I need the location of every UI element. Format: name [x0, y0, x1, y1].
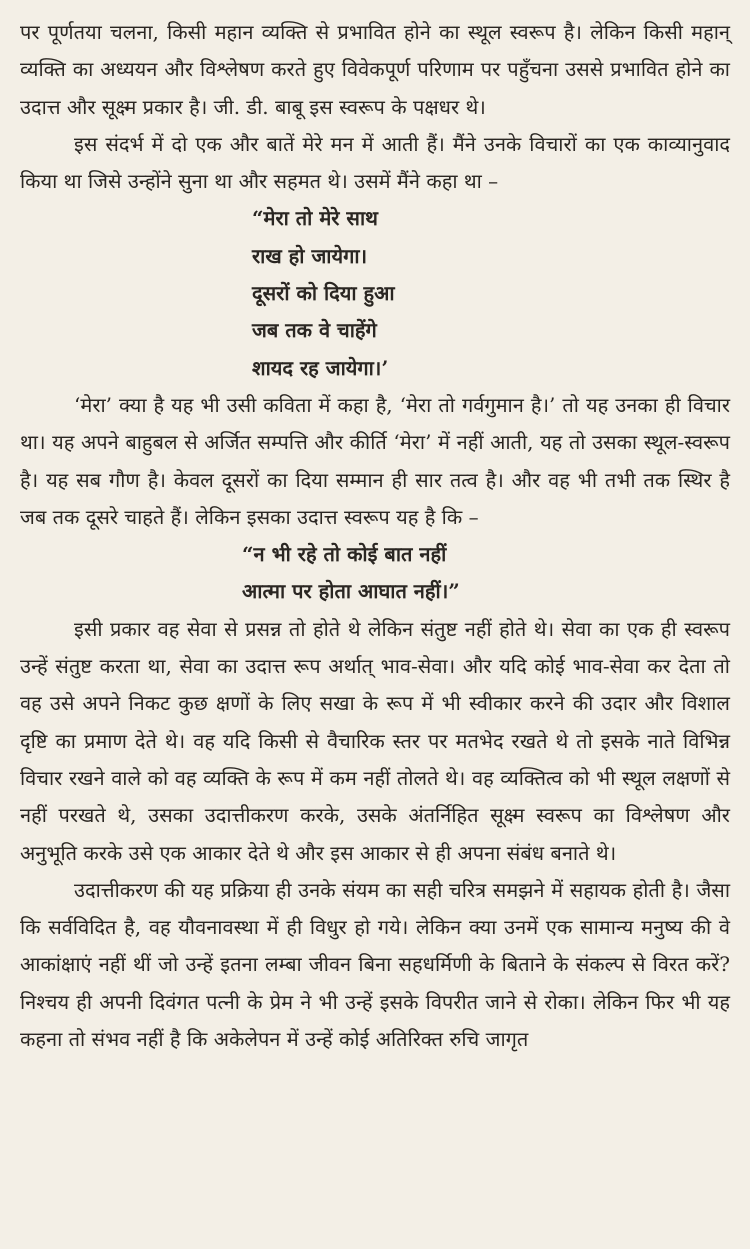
paragraph-1: पर पूर्णतया चलना, किसी महान व्यक्ति से प्रभावित होने का स्थूल स्वरूप है। लेकिन किसी महान् व्यक्ति का अध्ययन और विश्लेषण करते हुए विवेकपूर्ण परिणाम पर पहुँचना उससे प्रभावित होने का उदात्त और सूक्ष्म प्रकार है। जी. डी. बाबू इस स्वरूप के पक्षधर थे। [20, 20, 730, 119]
verse-line: शायद रह जायेगा।’ [252, 355, 389, 380]
paragraph-4: इसी प्रकार वह सेवा से प्रसन्न तो होते थे लेकिन संतुष्ट नहीं होते थे। सेवा का एक ही स्वरूप उन्हें संतुष्ट करता था, सेवा का उदात्त रूप अर्थात् भाव-सेवा। और यदि कोई भाव-सेवा कर देता तो वह उसे अपने निकट कुछ क्षणों के लिए सखा के रूप में भी स्वीकार करने की उदार और विशाल दृष्टि का प्रमाण देते थे। वह यदि किसी से वैचारिक स्तर पर मतभेद रखते थे तो इसके नाते विभिन्न विचार रखने वाले को वह व्यक्ति के रूप में कम नहीं तोलते थे। वह व्यक्तित्व को भी स्थूल लक्षणों से नहीं परखते थे, उसका उदात्तीकरण करके, उसके अंतर्निहित सूक्ष्म स्वरूप का विश्लेषण और अनुभूति करके उसे एक आकार देते थे और इस आकार से ही अपना संबंध बनाते थे। [20, 616, 730, 865]
paragraph-2: इस संदर्भ में दो एक और बातें मेरे मन में आती हैं। मैंने उनके विचारों का एक काव्यानुवाद किया था जिसे उन्होंने सुना था और सहमत थे। उसमें मैंने कहा था – [20, 131, 730, 194]
verse-line: “न भी रहे तो कोई बात नहीं [242, 542, 447, 567]
paragraph-3: ‘मेरा’ क्या है यह भी उसी कविता में कहा है, ‘मेरा तो गर्वगुमान है।’ तो यह उनका ही विचार था। यह अपने बाहुबल से अर्जित सम्पत्ति और कीर्ति ‘मेरा’ में नहीं आती, यह तो उसका स्थूल-स्वरूप है। यह सब गौण है। केवल दूसरों का दिया सम्मान ही सार तत्व है। और वह भी तभी तक स्थिर है जब तक दूसरे चाहते हैं। लेकिन इसका उदात्त स्वरूप यह है कि – [20, 392, 730, 529]
paragraph-5: उदात्तीकरण की यह प्रक्रिया ही उनके संयम का सही चरित्र समझने में सहायक होती है। जैसा कि सर्वविदित है, वह यौवनावस्था में ही विधुर हो गये। लेकिन क्या उनमें एक सामान्य मनुष्य की वे आकांक्षाएं नहीं थीं जो उन्हें इतना लम्बा जीवन बिना सहधर्मिणी के बिताने के संकल्प से विरत करें? निश्चय ही अपनी दिवंगत पत्नी के प्रेम ने भी उन्हें इसके विपरीत जाने से रोका। लेकिन फिर भी यह कहना तो संभव नहीं है कि अकेलेपन में उन्हें कोई अतिरिक्त रुचि जागृत [20, 877, 730, 1052]
verse-line: दूसरों को दिया हुआ [252, 281, 395, 306]
verse-block-1 [20, 200, 730, 386]
verse-line: राख हो जायेगा। [252, 243, 368, 268]
verse-line: “मेरा तो मेरे साथ [252, 206, 378, 231]
verse-line: जब तक वे चाहेंगे [252, 318, 377, 343]
verse-block-2 [20, 536, 730, 611]
verse-line: आत्मा पर होता आघात नहीं।” [242, 579, 460, 604]
